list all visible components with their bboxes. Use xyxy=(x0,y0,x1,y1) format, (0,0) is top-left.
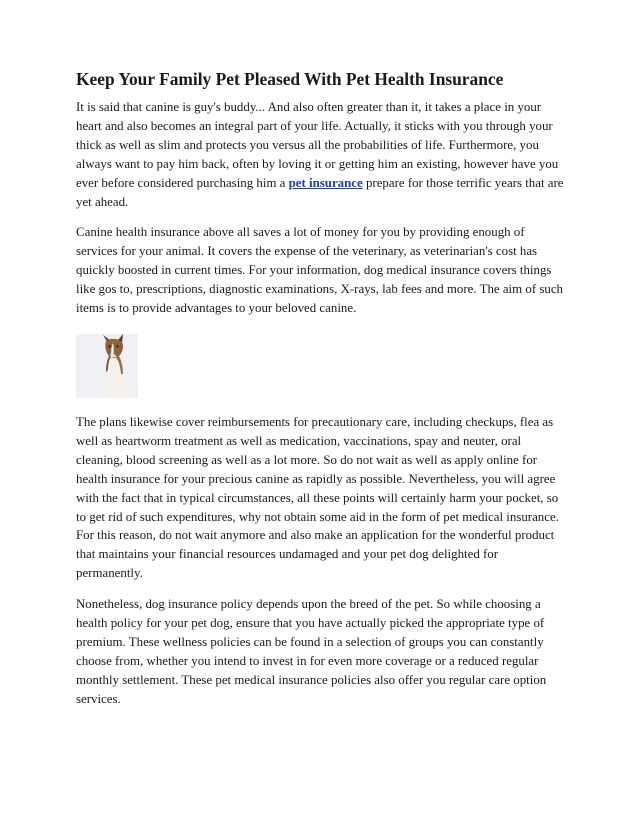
paragraph-plans: The plans likewise cover reimbursements for precautionary care, including checkups, flea as well as heartworm treatment as well as medication, vaccinations, spay and neuter, oral cleaning, blood screening as well as a lot more. So do not wait as well as apply online for health insurance for your precious canine as rapidly as possible. Nevertheless, you will agree with the fact that in typical circumstances, all these points will certainly harm your pocket, so to get rid of such expenditures, why not obtain some aid in the form of pet medical insurance. For this reason, do not wait anymore and also make an application for the wonderful product that maintains your financial resources undamaged and your pet dog delighted for permanently. xyxy=(76,414,559,581)
pet-insurance-link[interactable]: pet insurance xyxy=(288,175,363,190)
paragraph-intro xyxy=(76,98,568,211)
paragraph-intro-tail: prepare for those terrific years that are yet ahead. xyxy=(76,175,564,209)
dog-illustration-icon xyxy=(76,334,138,398)
dog-photo xyxy=(76,334,138,398)
paragraph-intro-text: It is said that canine is guy's buddy... And also often greater than it, it takes a place in your heart and also becomes an integral part of your life. Actually, it sticks with you through your thick as well as slim and protects you versus all the probabilities of life. Furthermore, you always want to pay him back, often by loving it or getting him an existing, however have you ever before considered purchasing him a xyxy=(76,100,559,190)
document-page xyxy=(76,68,568,709)
paragraph-savings: Canine health insurance above all saves a lot of money for you by providing enough of services for your animal. It covers the expense of the veterinary, as veterinarian's cost has quickly boosted in current times. For your information, dog medical insurance covers things like gos to, prescriptions, diagnostic examinations, X-rays, lab fees and more. The aim of such items is to provide advantages to your beloved canine. xyxy=(76,225,563,316)
paragraph-breed: Nonetheless, dog insurance policy depends upon the breed of the pet. So while choosing a health policy for your pet dog, ensure that you have actually picked the appropriate type of premium. These wellness policies can be found in a selection of groups you can constantly choose from, whether you intend to invest in for even more coverage or a reduced regular monthly settlement. These pet medical insurance policies also offer you regular care option services. xyxy=(76,597,547,706)
page-title: Keep Your Family Pet Pleased With Pet Health Insurance xyxy=(76,69,504,89)
